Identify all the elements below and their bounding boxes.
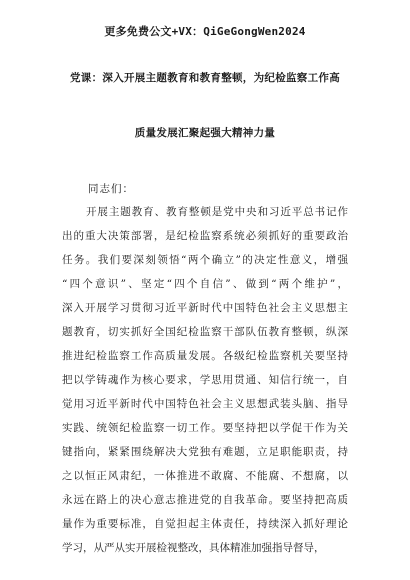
body-line: 推进纪检监察工作高质量发展。各级纪检监察机关要坚持 — [62, 350, 348, 362]
body-line: 任务。我们要深刻领悟“两个确立”的决定性意义，增强 — [62, 254, 348, 266]
salutation: 同志们： — [88, 183, 134, 195]
header-watermark-text: 更多免费公文+VX：QiGeGongWen2024 — [104, 25, 306, 38]
body-line: 题教育，切实抓好全国纪检监察干部队伍教育整顿，纵深 — [62, 326, 348, 338]
body-line: 深入开展学习贯彻习近平新时代中国特色社会主义思想主 — [62, 302, 348, 314]
body-line: 把以学铸魂作为核心要求，学思用贯通、知信行统一，自 — [62, 374, 348, 386]
body-line: 出的重大决策部署，是纪检监察系统必须抓好的重要政治 — [62, 230, 348, 242]
body-line: 永远在路上的决心意志推进党的自我革命。要坚持把高质 — [62, 494, 348, 506]
body-line: 实践、统领纪检监察一切工作。要坚持把以学促干作为关 — [62, 422, 348, 434]
document-title-line-1: 党课：深入开展主题教育和教育整顿，为纪检监察工作高 — [70, 72, 340, 84]
body-line: 之以恒正风肃纪，一体推进不敢腐、不能腐、不想腐，以 — [62, 470, 348, 482]
body-line: 开展主题教育、教育整顿是党中央和习近平总书记作 — [86, 206, 348, 218]
document-title-line-2: 质量发展汇聚起强大精神力量 — [134, 127, 276, 139]
body-line: 键指向，紧紧围绕解决大党独有难题，立足职能职责，持 — [62, 446, 348, 458]
body-line: 量作为重要标准，自觉担起主体责任，持续深入抓好理论 — [62, 518, 348, 530]
body-line: “四个意识”、坚定“四个自信”、做到“两个维护”， — [62, 278, 348, 290]
body-line: 觉用习近平新时代中国特色社会主义思想武装头脑、指导 — [62, 398, 348, 410]
body-line: 学习，从严从实开展检视整改，具体精准加强指导督导， — [62, 542, 325, 554]
